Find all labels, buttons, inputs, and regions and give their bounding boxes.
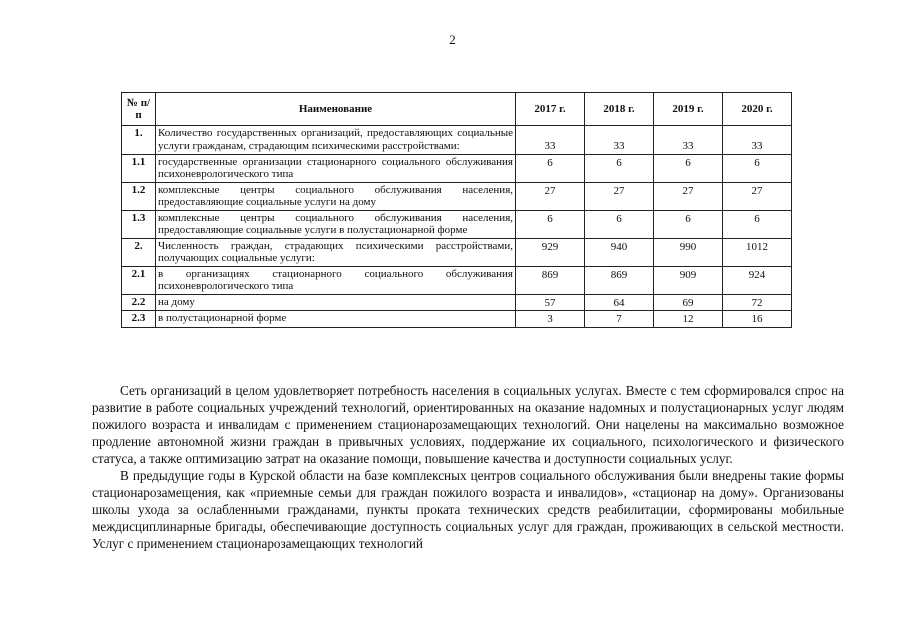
row-number: 2.2 [122,294,156,311]
cell-2020: 924 [723,266,792,294]
header-2019: 2019 г. [654,93,723,126]
cell-2019: 27 [654,182,723,210]
row-name: комплексные центры социального обслуживания населения, предоставляющие социальные услуги на дому [156,182,516,210]
cell-2019: 12 [654,311,723,328]
row-name: комплексные центры социального обслуживания населения, предоставляющие социальные услуги в полустационарной форме [156,210,516,238]
row-name: Численность граждан, страдающих психическими расстройствами, получающих социальные услуги: [156,238,516,266]
row-name: государственные организации стационарного социального обслуживания психоневрологического типа [156,154,516,182]
table-row [122,311,792,328]
cell-2019: 6 [654,210,723,238]
cell-2018: 940 [585,238,654,266]
page-number: 2 [449,32,456,47]
cell-2017: 6 [516,154,585,182]
paragraph: Сеть организаций в целом удовлетворяет потребность населения в социальных услугах. Вместе с тем сформировался спрос на развитие в работе социальных учреждений технологий, ориентированных на оказание надомных и полустационарных услуг людям пожилого возраста и инвалидам с применением стационарозамещающих технологий. Они нацелены на максимально возможное продление автономной жизни граждан в привычных условиях, поддержание их социального, психологического и физического статуса, а также оптимизацию затрат на оказание помощи, повышение качества и доступности социальных услуг. [92,383,844,466]
cell-2019: 33 [654,126,723,155]
table-row [122,294,792,311]
cell-2018: 7 [585,311,654,328]
cell-2020: 16 [723,311,792,328]
header-2017: 2017 г. [516,93,585,126]
cell-2018: 6 [585,210,654,238]
table-row [122,266,792,294]
table-row [122,126,792,155]
cell-2019: 990 [654,238,723,266]
cell-2017: 33 [516,126,585,155]
row-number: 1. [122,126,156,155]
statistics-table [121,92,792,328]
table-header-row [122,93,792,126]
row-name: Количество государственных организаций, предоставляющих социальные услуги гражданам, страдающим психическими расстройствами: [156,126,516,155]
cell-2017: 869 [516,266,585,294]
row-number: 2.1 [122,266,156,294]
body-text [92,382,844,552]
cell-2019: 909 [654,266,723,294]
cell-2020: 6 [723,154,792,182]
row-number: 2. [122,238,156,266]
cell-2017: 3 [516,311,585,328]
cell-2018: 33 [585,126,654,155]
header-num: № п/п [122,93,156,126]
cell-2020: 33 [723,126,792,155]
row-number: 1.2 [122,182,156,210]
cell-2020: 27 [723,182,792,210]
row-name: в полустационарной форме [156,311,516,328]
cell-2017: 929 [516,238,585,266]
cell-2017: 57 [516,294,585,311]
header-2020: 2020 г. [723,93,792,126]
cell-2020: 1012 [723,238,792,266]
row-number: 1.3 [122,210,156,238]
header-2018: 2018 г. [585,93,654,126]
table-row [122,238,792,266]
table-row [122,154,792,182]
cell-2018: 27 [585,182,654,210]
cell-2020: 6 [723,210,792,238]
cell-2019: 6 [654,154,723,182]
cell-2018: 64 [585,294,654,311]
row-number: 1.1 [122,154,156,182]
row-number: 2.3 [122,311,156,328]
header-name: Наименование [156,93,516,126]
cell-2017: 6 [516,210,585,238]
cell-2020: 72 [723,294,792,311]
row-name: на дому [156,294,516,311]
cell-2018: 869 [585,266,654,294]
row-name: в организациях стационарного социального обслуживания психоневрологического типа [156,266,516,294]
cell-2018: 6 [585,154,654,182]
cell-2019: 69 [654,294,723,311]
table-row [122,210,792,238]
cell-2017: 27 [516,182,585,210]
paragraph: В предыдущие годы в Курской области на базе комплексных центров социального обслуживания были внедрены такие формы стационарозамещения, как «приемные семьи для граждан пожилого возраста и инвалидов», «стационар на дому». Организованы школы ухода за ослабленными гражданами, пункты проката технических средств реабилитации, сформированы мобильные междисциплинарные бригады, обеспечивающие доступность социальных услуг для граждан, проживающих в сельской местности. Услуг с применением стационарозамещающих технологий [92,468,844,551]
table-row [122,182,792,210]
